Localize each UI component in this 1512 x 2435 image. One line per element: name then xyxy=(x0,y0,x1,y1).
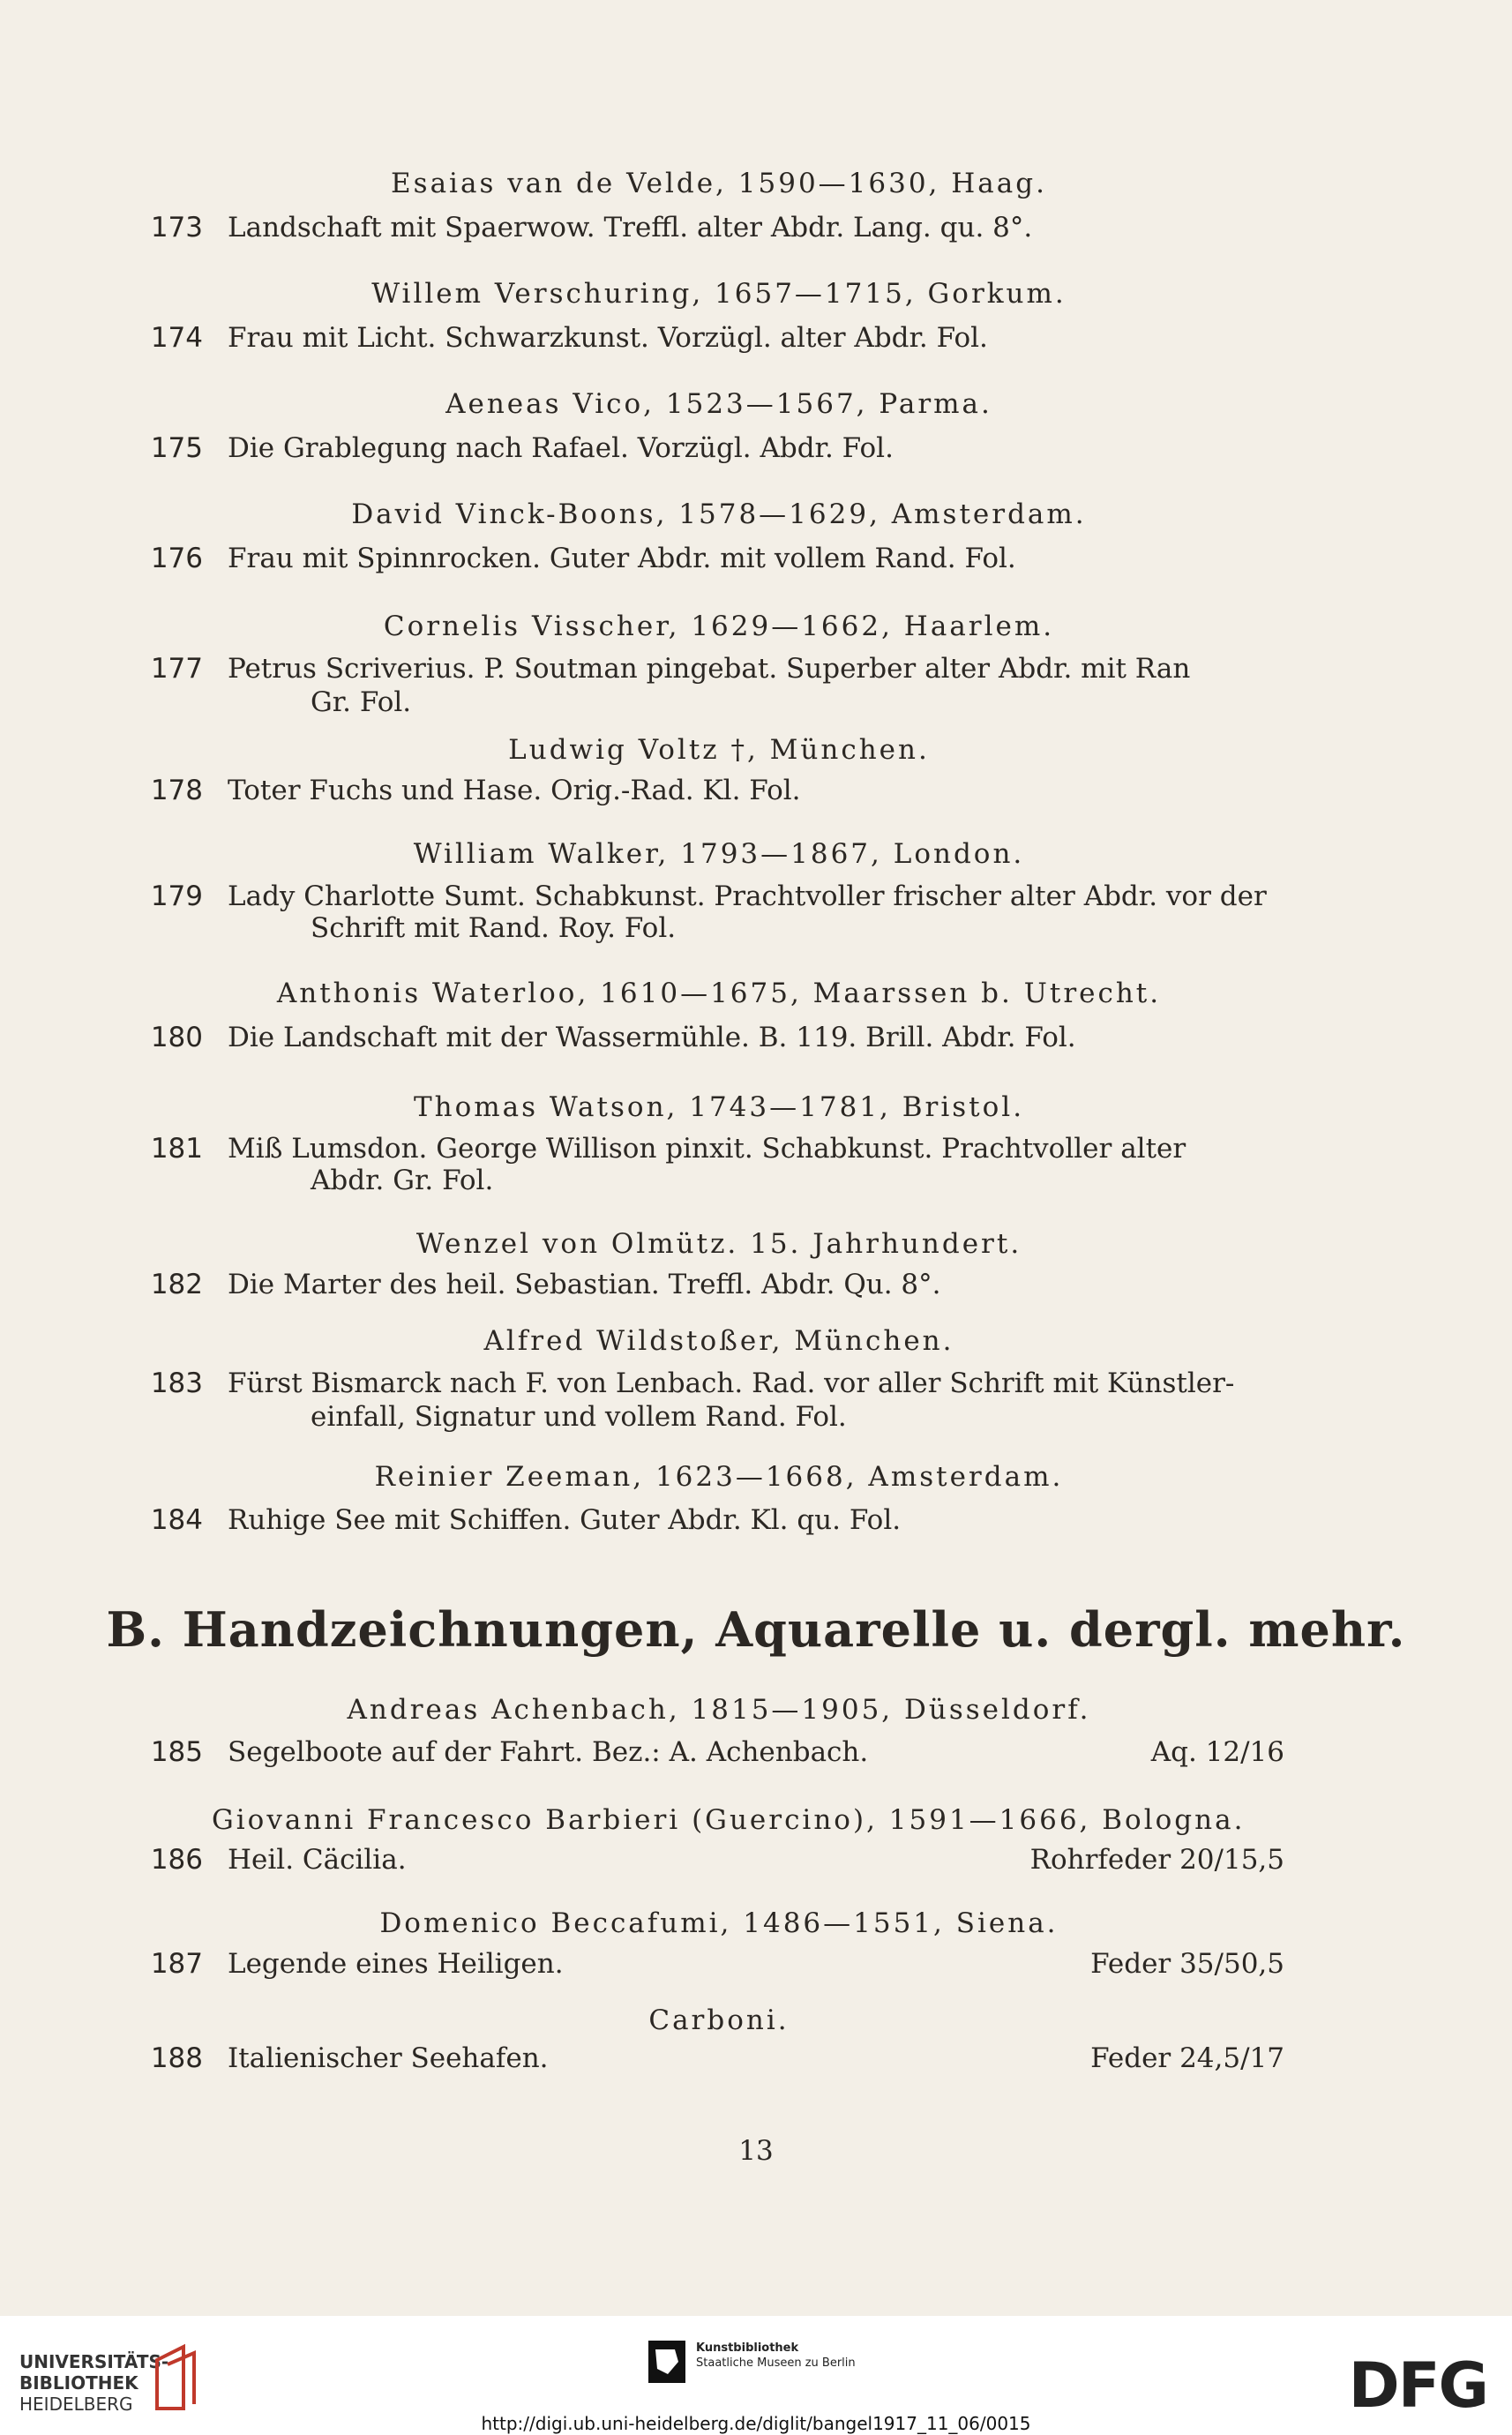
lot-number: 180 xyxy=(150,1022,203,1053)
lot-number: 181 xyxy=(150,1133,203,1165)
artist-heading: William Walker, 1793—1867, London. xyxy=(413,838,1025,870)
kb-line: Kunstbibliothek xyxy=(696,2341,799,2355)
lot-description: Fürst Bismarck nach F. von Lenbach. Rad. vor aller Schrift mit Künstler- xyxy=(228,1367,1235,1399)
artist-heading: Esaias van de Velde, 1590—1630, Haag. xyxy=(391,168,1047,199)
kb-line: Staatliche Museen zu Berlin xyxy=(696,2356,856,2370)
lot-description: Die Grablegung nach Rafael. Vorzügl. Abdr. Fol. xyxy=(228,432,894,464)
artist-heading: Wenzel von Olmütz. 15. Jahrhundert. xyxy=(415,1228,1022,1260)
lot-number: 177 xyxy=(150,653,203,685)
lot-number: 174 xyxy=(150,322,203,354)
artist-heading: Domenico Beccafumi, 1486—1551, Siena. xyxy=(379,1907,1059,1939)
lot-description: Lady Charlotte Sumt. Schabkunst. Prachtvoller frischer alter Abdr. vor der xyxy=(228,880,1267,912)
lot-description: Toter Fuchs und Hase. Orig.-Rad. Kl. Fol. xyxy=(228,775,801,806)
lot-technique: Feder 24,5/17 xyxy=(1090,2042,1284,2074)
ub-line: BIBLIOTHEK xyxy=(19,2372,138,2394)
lot-number: 188 xyxy=(150,2042,203,2074)
lot-number: 185 xyxy=(150,1736,203,1768)
page-number: 13 xyxy=(738,2135,774,2167)
artist-heading: Ludwig Voltz †, München. xyxy=(508,734,930,766)
artist-heading: Giovanni Francesco Barbieri (Guercino), 1591—1666, Bologna. xyxy=(212,1804,1246,1836)
lot-number: 183 xyxy=(150,1367,203,1399)
section-heading: B. Handzeichnungen, Aquarelle u. dergl. mehr. xyxy=(106,1601,1406,1658)
source-url-link[interactable]: http://digi.ub.uni-heidelberg.de/diglit/bangel1917_11_06/0015 xyxy=(481,2413,1031,2434)
lot-technique: Feder 35/50,5 xyxy=(1090,1948,1284,1980)
lot-description: Petrus Scriverius. P. Soutman pingebat. Superber alter Abdr. mit Ran xyxy=(228,653,1191,685)
artist-heading: David Vinck-Boons, 1578—1629, Amsterdam. xyxy=(351,498,1087,530)
kunstbibliothek-emblem-icon xyxy=(648,2341,685,2383)
lot-number: 176 xyxy=(150,543,203,574)
digitization-footer xyxy=(0,2316,1512,2435)
lot-description: Frau mit Spinnrocken. Guter Abdr. mit vollem Rand. Fol. xyxy=(228,543,1016,574)
lot-number: 173 xyxy=(150,212,203,244)
lot-technique: Aq. 12/16 xyxy=(1150,1736,1284,1768)
artist-heading: Reinier Zeeman, 1623—1668, Amsterdam. xyxy=(374,1461,1064,1493)
artist-heading: Anthonis Waterloo, 1610—1675, Maarssen b. Utrecht. xyxy=(276,978,1162,1009)
lot-number: 186 xyxy=(150,1844,203,1876)
lot-description: Segelboote auf der Fahrt. Bez.: A. Achenbach. xyxy=(228,1736,869,1768)
lot-description: Ruhige See mit Schiffen. Guter Abdr. Kl. qu. Fol. xyxy=(228,1504,902,1536)
lot-number: 182 xyxy=(150,1269,203,1300)
lot-number: 187 xyxy=(150,1948,203,1980)
lot-description: Die Marter des heil. Sebastian. Treffl. Abdr. Qu. 8°. xyxy=(228,1269,941,1300)
lot-description: Italienischer Seehafen. xyxy=(228,2042,549,2074)
dfg-logo[interactable]: DFG xyxy=(1348,2349,1487,2422)
ub-line: UNIVERSITÄTS- xyxy=(19,2351,169,2372)
artist-heading: Willem Verschuring, 1657—1715, Gorkum. xyxy=(371,278,1067,310)
ub-line: HEIDELBERG xyxy=(19,2394,133,2415)
lot-technique: Rohrfeder 20/15,5 xyxy=(1029,1844,1284,1876)
lot-description-continued: einfall, Signatur und vollem Rand. Fol. xyxy=(311,1401,847,1433)
lot-description-continued: Gr. Fol. xyxy=(311,686,412,718)
artist-heading: Cornelis Visscher, 1629—1662, Haarlem. xyxy=(383,611,1055,642)
artist-heading: Aeneas Vico, 1523—1567, Parma. xyxy=(445,388,992,420)
lot-number: 179 xyxy=(150,880,203,912)
artist-heading: Alfred Wildstoßer, München. xyxy=(483,1325,954,1357)
ub-heidelberg-logo-icon[interactable] xyxy=(148,2342,210,2413)
lot-description: Miß Lumsdon. George Willison pinxit. Schabkunst. Prachtvoller alter xyxy=(228,1133,1186,1165)
ub-heidelberg-logo-text[interactable] xyxy=(19,2351,168,2415)
lot-description: Die Landschaft mit der Wassermühle. B. 119. Brill. Abdr. Fol. xyxy=(228,1022,1076,1053)
lot-number: 178 xyxy=(150,775,203,806)
kunstbibliothek-logo[interactable] xyxy=(648,2341,856,2383)
lot-description-continued: Abdr. Gr. Fol. xyxy=(311,1165,494,1196)
artist-heading: Thomas Watson, 1743—1781, Bristol. xyxy=(413,1091,1025,1123)
lot-description-continued: Schrift mit Rand. Roy. Fol. xyxy=(311,912,677,944)
lot-description: Legende eines Heiligen. xyxy=(228,1948,564,1980)
artist-heading: Carboni. xyxy=(648,2004,790,2036)
lot-number: 184 xyxy=(150,1504,203,1536)
lot-number: 175 xyxy=(150,432,203,464)
lot-description: Landschaft mit Spaerwow. Treffl. alter Abdr. Lang. qu. 8°. xyxy=(228,212,1033,244)
lot-description: Heil. Cäcilia. xyxy=(228,1844,407,1876)
artist-heading: Andreas Achenbach, 1815—1905, Düsseldorf. xyxy=(347,1694,1091,1726)
lot-description: Frau mit Licht. Schwarzkunst. Vorzügl. alter Abdr. Fol. xyxy=(228,322,988,354)
